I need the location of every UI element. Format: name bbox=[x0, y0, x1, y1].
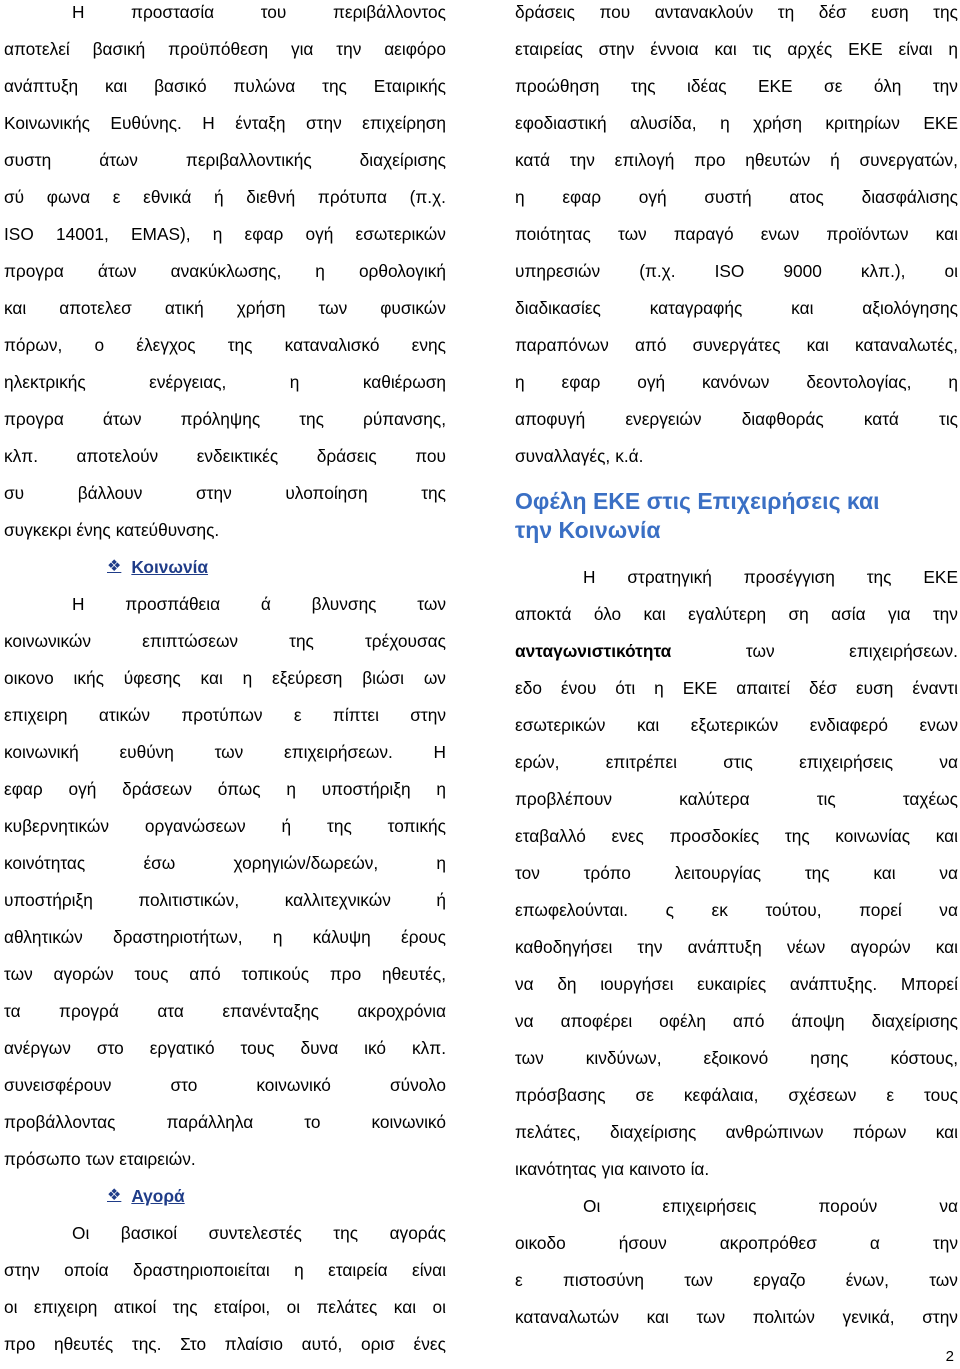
text-line: οικονο ικής ύφεσης και η εξεύρεση βιώσι ων bbox=[4, 668, 446, 688]
text-line: ανέργων στο εργατικό τους δυνα ικό κλπ. bbox=[4, 1038, 446, 1058]
text-line: κυβερνητικών οργανώσεων ή της τοπικής bbox=[4, 816, 446, 836]
text-line: τα προγρά ατα επανένταξης ακροχρόνια bbox=[4, 1001, 446, 1021]
text-line: αποτελεί βασική προϋπόθεση για την αειφόρο bbox=[4, 39, 446, 59]
left-paragraph-environment bbox=[4, 0, 446, 555]
text-line: Οι βασικοί συντελεστές της αγοράς bbox=[72, 1223, 446, 1243]
text-line: ηλεκτρικής ενέργειας, η καθιέρωση bbox=[4, 372, 446, 392]
text-line: των αγορών τους από τοπικούς προ ηθευτές, bbox=[4, 964, 446, 984]
text-line: επιχειρη ατικών προτύπων ε πίπτει στην bbox=[4, 705, 446, 725]
text-line: πρόσωπο των εταιρειών. bbox=[4, 1149, 196, 1169]
text-line: πόρων, ο έλεγχος της καταναλισκό ενης bbox=[4, 335, 446, 355]
text-line: επωφελούνται. ς εκ τούτου, πορεί να bbox=[515, 900, 958, 920]
text-line: εφαρ ογή δράσεων όπως η υποστήριξη η bbox=[4, 779, 446, 799]
text-line: συ βάλλουν στην υλοποίηση της bbox=[4, 483, 446, 503]
text-line: πελάτες, διαχείρισης ανθρώπινων πόρων και bbox=[515, 1122, 958, 1142]
text-line: εδο ένου ότι η ΕΚΕ απαιτεί δέσ ευση έναντι bbox=[515, 678, 958, 698]
text-line: τον τρόπο λειτουργίας της και να bbox=[515, 863, 958, 883]
text-line: προβάλλοντας παράλληλα το κοινωνικό bbox=[4, 1112, 446, 1132]
heading-benefits: Οφέλη ΕΚΕ στις Επιχειρήσεις και την Κοινωνία bbox=[515, 488, 880, 543]
text-line: δράσεις που αντανακλούν τη δέσ ευση της bbox=[515, 2, 958, 22]
text-line: ε πιστοσύνη των εργαζο ένων, των bbox=[515, 1270, 958, 1290]
text-line: Κοινωνικής Ευθύνης. Η ένταξη στην επιχείρηση bbox=[4, 113, 446, 133]
text-line: εταιρείας στην έννοια και τις αρχές ΕΚΕ είναι η bbox=[515, 39, 958, 59]
text-line: καθοδηγήσει την ανάπτυξη νέων αγορών και bbox=[515, 937, 958, 957]
right-paragraph-trust bbox=[515, 1194, 958, 1342]
text-line: η εφαρ ογή κανόνων δεοντολογίας, η bbox=[515, 372, 958, 392]
text-line: προγρα άτων πρόληψης της ρύπανσης, bbox=[4, 409, 446, 429]
right-paragraph-csr-actions bbox=[515, 0, 958, 481]
text-line: προ ηθευτές της. Στο πλαίσιο αυτό, ορισ ένες bbox=[4, 1334, 446, 1354]
text-line: υπηρεσιών (π.χ. ISO 9000 κλπ.), οι bbox=[515, 261, 958, 281]
text-line: κοινότητας έσω χορηγιών/δωρεών, η bbox=[4, 853, 446, 873]
text-line: συγκεκρι ένης κατεύθυνσης. bbox=[4, 520, 220, 540]
text-line: αποκτά όλο και εγαλύτερη ση ασία για την bbox=[515, 604, 958, 624]
text-line: Οι επιχειρήσεις πορούν να bbox=[583, 1196, 958, 1216]
text-line: ποιότητας των παραγό ενων προϊόντων και bbox=[515, 224, 958, 244]
text-line: υποστήριξη πολιτιστικών, καλλιτεχνικών ή bbox=[4, 890, 446, 910]
page-number: 2 bbox=[945, 1348, 954, 1365]
text-line: σύ φωνα ε εθνικά ή διεθνή πρότυπα (π.χ. bbox=[4, 187, 446, 207]
text-line: ερών, επιτρέπει στις επιχειρήσεις να bbox=[515, 752, 958, 772]
text-line: αθλητικών δραστηριοτήτων, η κάλυψη έρους bbox=[4, 927, 446, 947]
text-line: των κινδύνων, εξοικονό ησης κόστους, bbox=[515, 1048, 958, 1068]
text-line: εφοδιαστική αλυσίδα, η χρήση κριτηρίων ΕΚΕ bbox=[515, 113, 958, 133]
text-line: κοινωνικών επιπτώσεων της τρέχουσας bbox=[4, 631, 446, 651]
text-line: οικοδο ήσουν ακροπρόθεσ α την bbox=[515, 1233, 958, 1253]
text-line: παραπόνων από συνεργάτες και καταναλωτές, bbox=[515, 335, 958, 355]
diamond-bullet-icon: ❖ bbox=[107, 1187, 122, 1204]
text-line: προγρα άτων ανακύκλωσης, η ορθολογική bbox=[4, 261, 446, 281]
left-column bbox=[4, 0, 446, 1369]
right-paragraph-benefits bbox=[515, 565, 958, 1194]
left-paragraph-society bbox=[4, 592, 446, 1184]
text-line: κοινωνική ευθύνη των επιχειρήσεων. Η bbox=[4, 742, 446, 762]
heading-society: ❖ Κοινωνία bbox=[107, 557, 209, 577]
diamond-bullet-icon: ❖ bbox=[107, 558, 122, 575]
left-paragraph-market bbox=[4, 1221, 446, 1369]
text-line: οι επιχειρη ατικοί της εταίροι, οι πελάτες και οι bbox=[4, 1297, 446, 1317]
text-line: συνεισφέρουν στο κοινωνικό σύνολο bbox=[4, 1075, 446, 1095]
heading-market: ❖ Αγορά bbox=[107, 1186, 185, 1206]
text-line: προώθηση της ιδέας ΕΚΕ σε όλη την bbox=[515, 76, 958, 96]
text-line: και αποτελεσ ατική χρήση των φυσικών bbox=[4, 298, 446, 318]
text-line: καταναλωτών και των πολιτών γενικά, στην bbox=[515, 1307, 958, 1327]
text-line: Η προστασία του περιβάλλοντος bbox=[72, 2, 446, 22]
text-line: Η στρατηγική προσέγγιση της ΕΚΕ bbox=[583, 567, 958, 587]
text-line: κατά την επιλογή προ ηθευτών ή συνεργατών, bbox=[515, 150, 958, 170]
text-line: συστη άτων περιβαλλοντικής διαχείρισης bbox=[4, 150, 446, 170]
text-line: αποφυγή ενεργειών διαφθοράς κατά τις bbox=[515, 409, 958, 429]
text-line: εσωτερικών και εξωτερικών ενδιαφερό ενων bbox=[515, 715, 958, 735]
text-line: ISO 14001, EMAS), η εφαρ ογή εσωτερικών bbox=[4, 224, 446, 244]
text-line: ανάπτυξη και βασικό πυλώνα της Εταιρικής bbox=[4, 76, 446, 96]
right-column bbox=[515, 0, 958, 1342]
text-line: η εφαρ ογή συστή ατος διασφάλισης bbox=[515, 187, 958, 207]
text-line: πρόσβασης σε κεφάλαια, σχέσεων ε τους bbox=[515, 1085, 958, 1105]
text-line: συναλλαγές, κ.ά. bbox=[515, 446, 644, 466]
text-line: εταβαλλό ενες προσδοκίες της κοινωνίας και bbox=[515, 826, 958, 846]
text-line: προβλέπουν καλύτερα τις ταχέως bbox=[515, 789, 958, 809]
text-line: να αποφέρει οφέλη από άποψη διαχείρισης bbox=[515, 1011, 958, 1031]
text-line: στην οποία δραστηριοποιείται η εταιρεία είναι bbox=[4, 1260, 446, 1280]
text-line: ανταγωνιστικότητα των επιχειρήσεων. bbox=[515, 641, 958, 661]
text-line: Η προσπάθεια ά βλυνσης των bbox=[72, 594, 446, 614]
text-line: να δη ιουργήσει ευκαιρίες ανάπτυξης. Μπορεί bbox=[515, 974, 958, 994]
text-line: κλπ. αποτελούν ενδεικτικές δράσεις που bbox=[4, 446, 446, 466]
text-line: ικανότητας για καινοτο ία. bbox=[515, 1159, 710, 1179]
text-line: διαδικασίες καταγραφής και αξιολόγησης bbox=[515, 298, 958, 318]
